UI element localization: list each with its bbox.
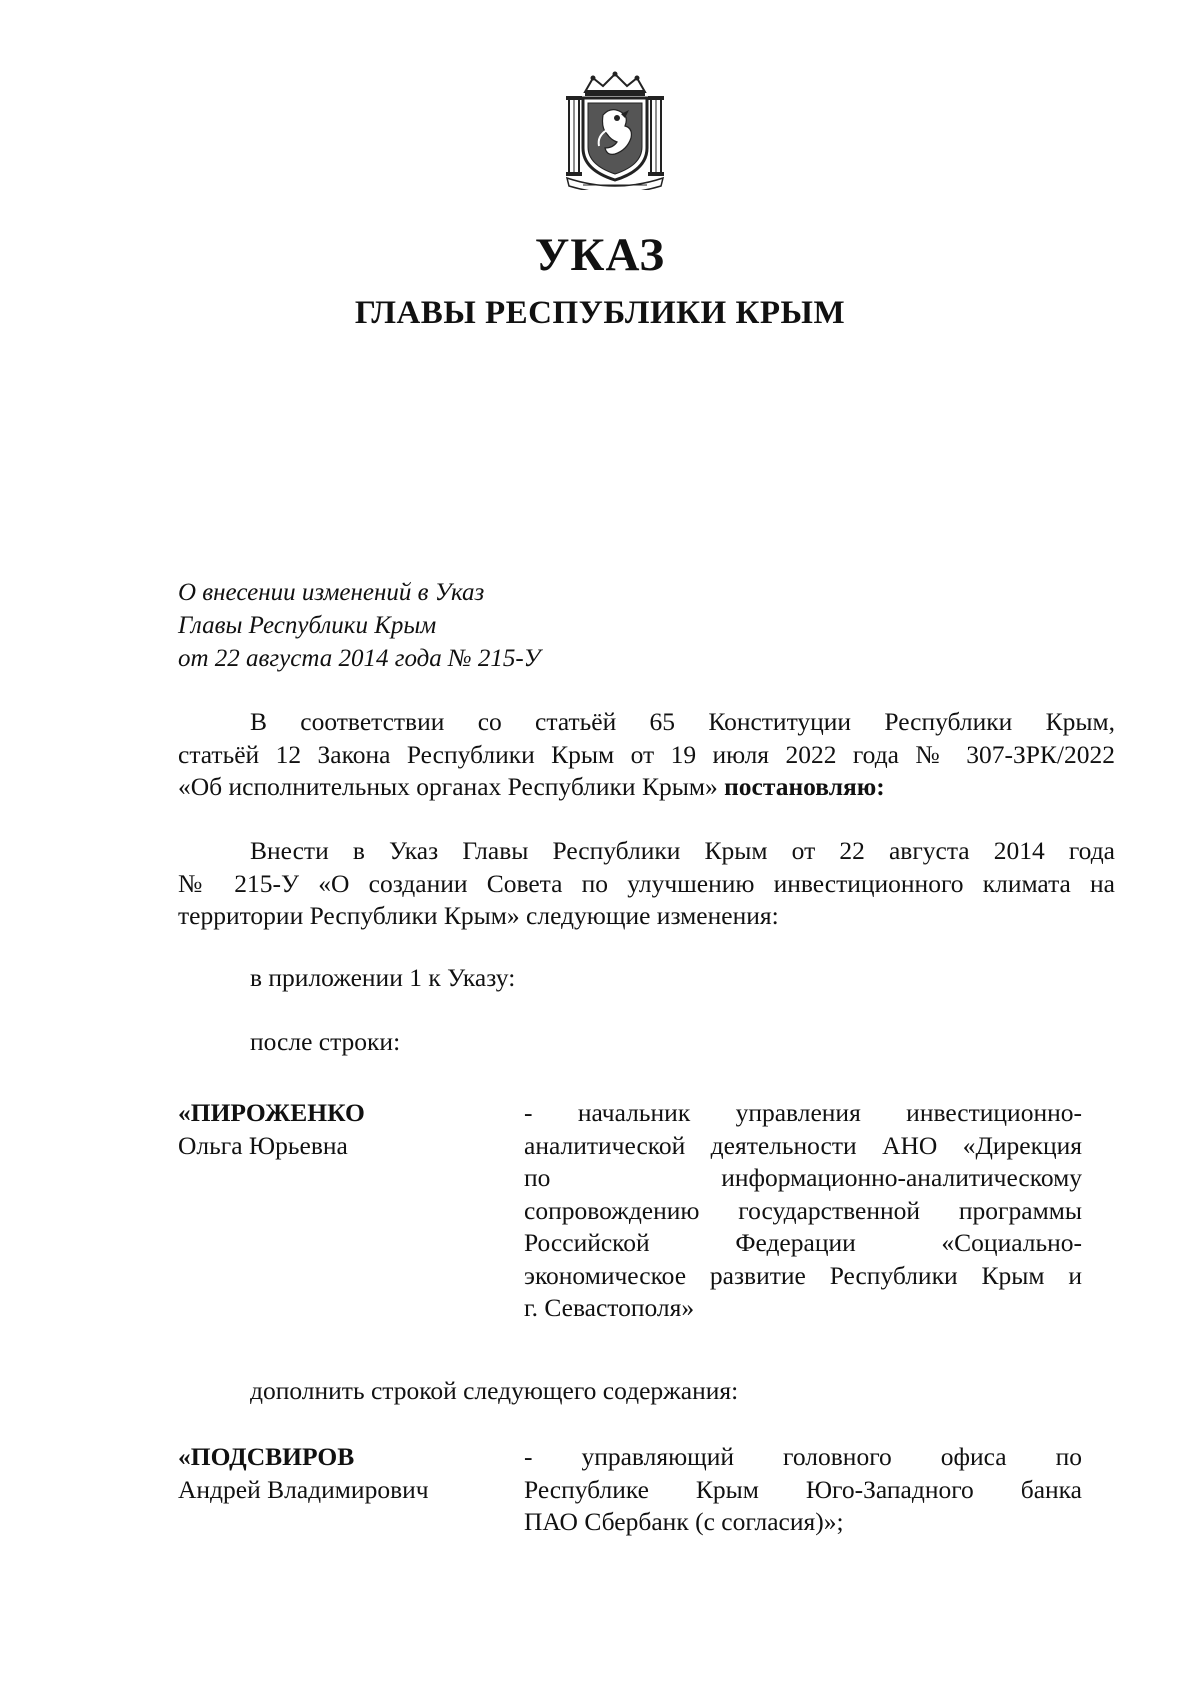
new-member-name [178, 1441, 429, 1506]
subject-line: Главы Республики Крым [178, 612, 437, 639]
role-line: г. Севастополя» [524, 1293, 695, 1322]
role-line: Республике Крым Юго-Западного банка [524, 1474, 1082, 1504]
decree-keyword: постановляю: [724, 772, 885, 801]
member-surname: «ПИРОЖЕНКО [178, 1098, 365, 1127]
paragraph-line: Внести в Указ Главы Республики Крым от 22 августа 2014 года [250, 836, 1115, 865]
coat-of-arms-crimea-icon [563, 70, 667, 190]
member-surname: «ПОДСВИРОВ [178, 1442, 355, 1471]
member-given-names: Ольга Юрьевна [178, 1130, 348, 1160]
document-title: УКАЗ [534, 229, 666, 281]
preamble-paragraph [178, 706, 1115, 804]
paragraph-line: территории Республики Крым» следующие изменения: [178, 901, 779, 930]
role-line: Российской Федерации «Социально- [524, 1228, 1082, 1257]
member-given-names: Андрей Владимирович [178, 1474, 429, 1504]
add-line-label: дополнить строкой следующего содержания: [250, 1376, 739, 1405]
document-subject [178, 576, 541, 675]
role-line: - управляющий головного офиса по [524, 1442, 1082, 1471]
role-line: сопровождению государственной программы [524, 1195, 1082, 1225]
role-line: ПАО Сбербанк (с согласия)»; [524, 1507, 844, 1536]
paragraph-line-text: «Об исполнительных органах Республики Крым» [178, 772, 725, 801]
after-line-label: после строки: [250, 1027, 401, 1056]
document-issuer: ГЛАВЫ РЕСПУБЛИКИ КРЫМ [354, 295, 846, 331]
subject-line: О внесении изменений в Указ [178, 579, 485, 606]
existing-member-role [524, 1097, 1082, 1325]
paragraph-line: № 215-У «О создании Совета по улучшению инвестиционного климата на [178, 868, 1115, 898]
role-line: - начальник управления инвестиционно- [524, 1098, 1082, 1127]
paragraph-line: статьёй 12 Закона Республики Крым от 19 июля 2022 года № 307-ЗРК/2022 [178, 739, 1115, 769]
role-line: экономическое развитие Республики Крым и [524, 1260, 1082, 1290]
amendment-paragraph [178, 835, 1115, 933]
paragraph-line [178, 771, 1115, 804]
existing-member-name [178, 1097, 365, 1162]
paragraph-line: В соответствии со статьёй 65 Конституции Республики Крым, [250, 707, 1115, 736]
role-line: аналитической деятельности АНО «Дирекция [524, 1130, 1082, 1160]
role-line: по информационно-аналитическому [524, 1163, 1082, 1192]
new-member-role [524, 1441, 1082, 1539]
appendix-reference: в приложении 1 к Указу: [250, 963, 516, 992]
subject-line: от 22 августа 2014 года № 215-У [178, 645, 541, 672]
